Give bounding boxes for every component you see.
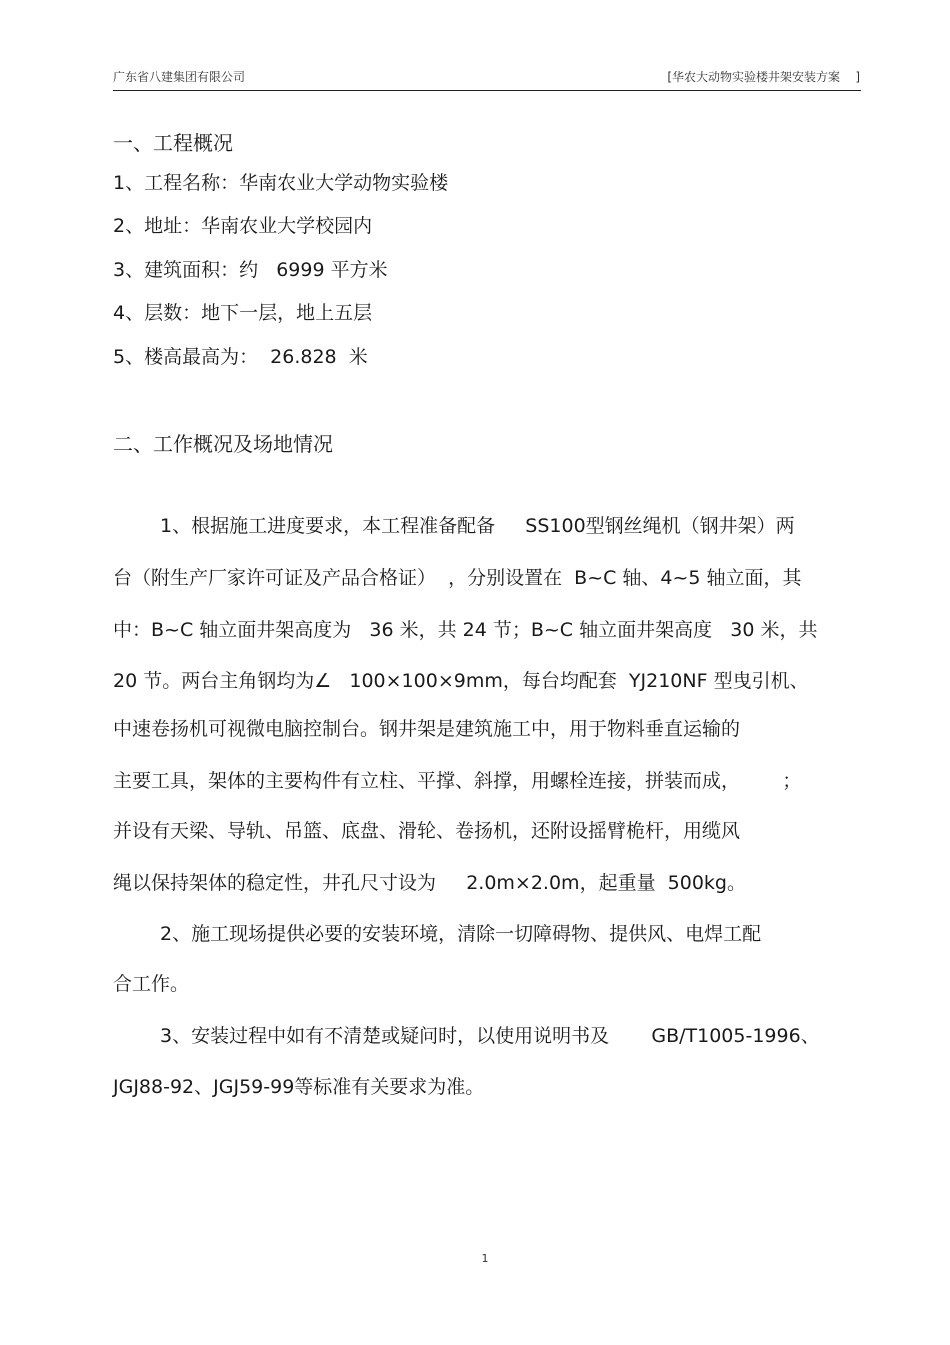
header-doc-title: [华农大动物实验楼井架安装方案 ] bbox=[667, 70, 860, 84]
overview-item: 5、楼高最高为： 26.828 米 bbox=[113, 346, 368, 368]
paragraph-line: 1、根据施工进度要求，本工程准备配备 SS100型钢丝绳机（钢井架）两 bbox=[160, 515, 795, 537]
page-number: 1 bbox=[481, 1252, 489, 1265]
section-heading-overview: 一、工程概况 bbox=[113, 131, 233, 155]
header-divider bbox=[113, 90, 861, 91]
paragraph-line: 台（附生产厂家许可证及产品合格证） ，分别设置在 B~C 轴、4~5 轴立面，其 bbox=[113, 567, 802, 589]
overview-item: 4、层数：地下一层，地上五层 bbox=[113, 302, 373, 324]
paragraph-line: 合工作。 bbox=[113, 973, 190, 995]
paragraph-line: 主要工具，架体的主要构件有立柱、平撑、斜撑，用螺栓连接，拼装而成， ； bbox=[113, 770, 802, 792]
paragraph-line: 中：B~C 轴立面井架高度为 36 米，共 24 节；B~C 轴立面井架高度 30 米，共 bbox=[113, 619, 818, 641]
paragraph-line: JGJ88-92、JGJ59-99等标准有关要求为准。 bbox=[113, 1076, 485, 1098]
overview-item: 1、工程名称：华南农业大学动物实验楼 bbox=[113, 172, 449, 194]
overview-item: 3、建筑面积：约 6999 平方米 bbox=[113, 259, 388, 281]
paragraph-line: 3、安装过程中如有不清楚或疑问时，以使用说明书及 GB/T1005-1996、 bbox=[160, 1025, 820, 1047]
overview-item: 2、地址：华南农业大学校园内 bbox=[113, 215, 373, 237]
paragraph-line: 中速卷扬机可视微电脑控制台。钢井架是建筑施工中，用于物料垂直运输的 bbox=[113, 718, 741, 740]
paragraph-line: 并设有天梁、导轨、吊篮、底盘、滑轮、卷扬机，还附设摇臂桅杆，用缆风 bbox=[113, 820, 741, 842]
paragraph-line: 2、施工现场提供必要的安装环境，清除一切障碍物、提供风、电焊工配 bbox=[160, 923, 762, 945]
header-company: 广东省八建集团有限公司 bbox=[113, 70, 246, 84]
paragraph-line: 绳以保持架体的稳定性，井孔尺寸设为 2.0m×2.0m，起重量 500kg。 bbox=[113, 872, 746, 894]
section-heading-work-site: 二、工作概况及场地情况 bbox=[113, 432, 333, 456]
paragraph-line: 20 节。两台主角钢均为∠ 100×100×9mm，每台均配套 YJ210NF 型曳引机、 bbox=[113, 670, 809, 692]
